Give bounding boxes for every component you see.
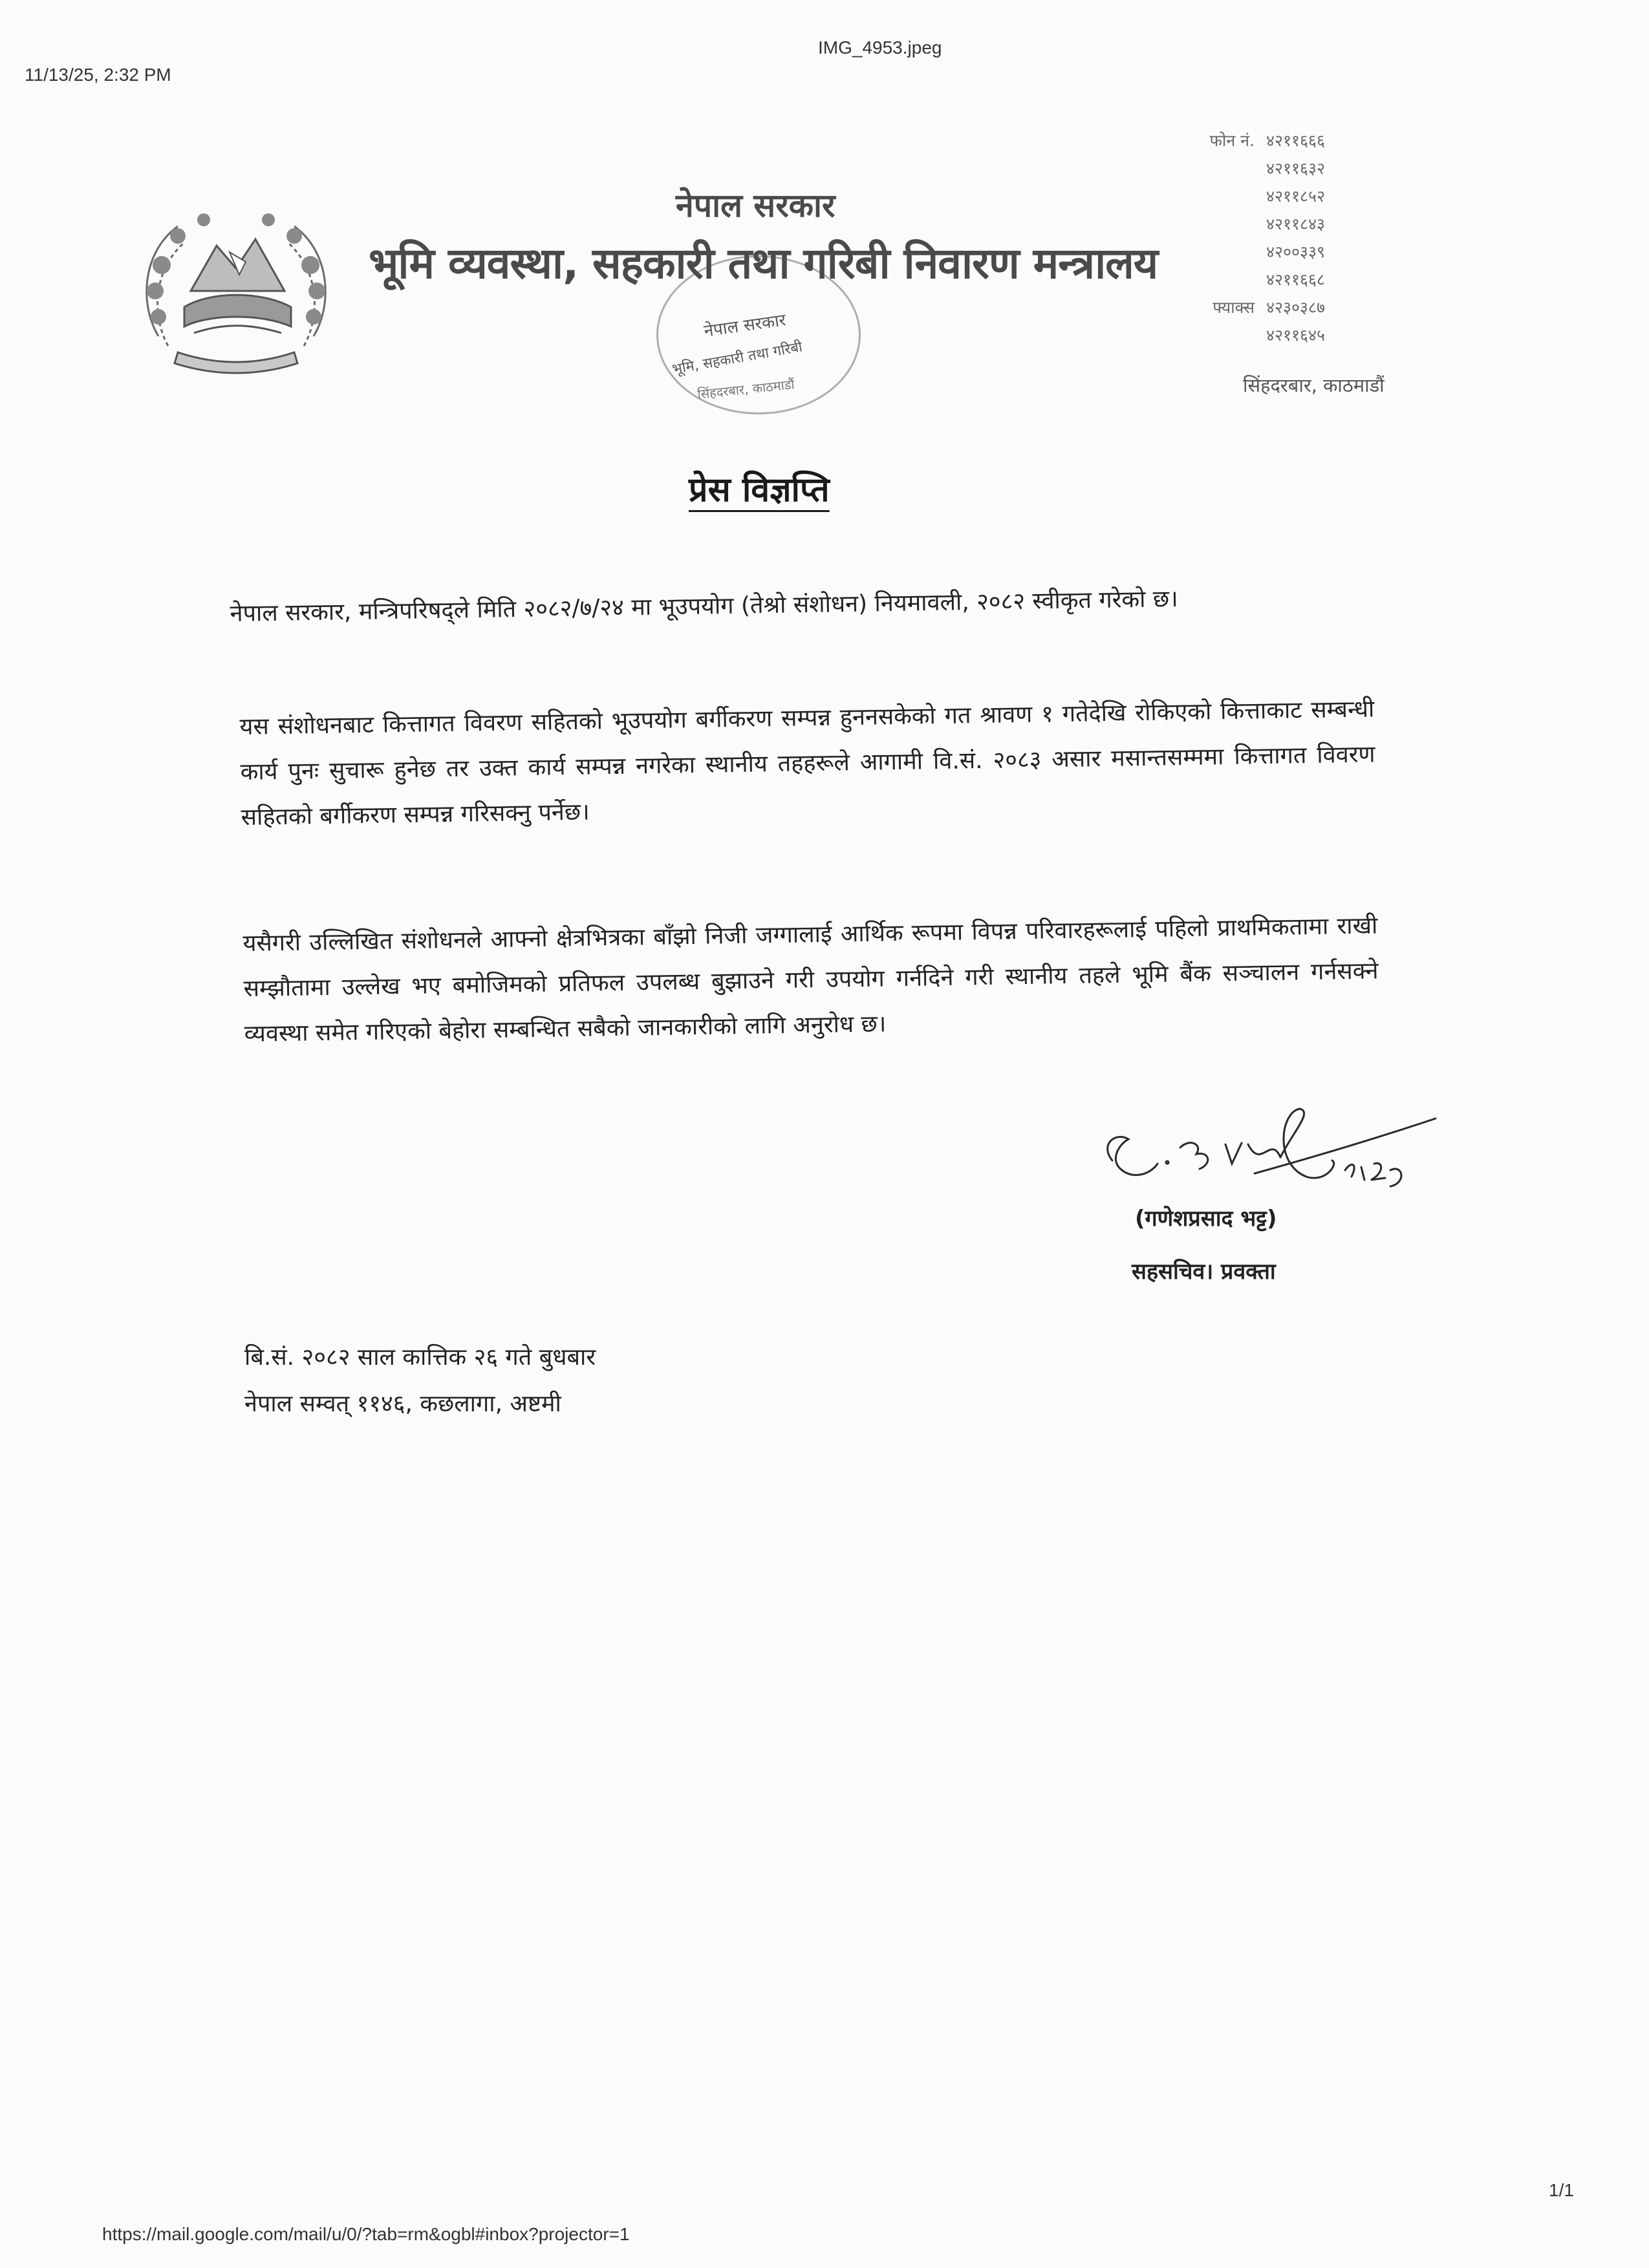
- press-release-title: प्रेस विज्ञप्ति: [689, 471, 830, 509]
- phone-number: ४२११८४३: [1266, 215, 1326, 233]
- contact-block: [1170, 127, 1325, 349]
- phone-number: ४२११६६८: [1266, 270, 1326, 289]
- fax-number: ४२३०३८७: [1266, 298, 1326, 317]
- handwritten-signature: [1086, 1099, 1449, 1209]
- ministry-name: भूमि व्यवस्था, सहकारी तथा गरिबी निवारण मन्त्रालय: [369, 239, 1158, 288]
- government-name: नेपाल सरकार: [676, 187, 835, 224]
- paragraph-classification: यस संशोधनबाट कित्तागत विवरण सहितको भूउपयोग बर्गीकरण सम्पन्न हुननसकेको गत श्रावण १ गतेदेखि रोकिएको कित्ताकाट सम्बन्धी कार्य पुनः सुचारू हुनेछ तर उक्त कार्य सम्पन्न नगरेका स्थानीय तहहरूले आगामी वि.सं. २०८३ असार मसान्तसम्ममा कित्तागत विवरण सहितको बर्गीकरण सम्पन्न गरिसक्नु पर्नेछ।: [239, 696, 1375, 831]
- stamp-text-bottom: सिंहदरबार, काठमाडौं: [696, 376, 795, 402]
- phone-number: ४२११६६६: [1266, 131, 1326, 150]
- signatory-designation: सहसचिव। प्रवक्ता: [1132, 1259, 1276, 1285]
- print-datetime: 11/13/25, 2:32 PM: [25, 65, 171, 85]
- signatory-name: (गणेशप्रसाद भट्ट): [1135, 1206, 1277, 1232]
- print-page-number: 1/1: [1549, 2180, 1574, 2200]
- paragraph-approval: नेपाल सरकार, मन्त्रिपरिषद्ले मिति २०८२/७/२४ मा भूउपयोग (तेश्रो संशोधन) नियमावली, २०८२ स्वीकृत गरेको छ।: [230, 585, 1179, 627]
- nepal-sambat-date: नेपाल सम्वत् ११४६, कछलागा, अष्टमी: [244, 1391, 561, 1417]
- fax-number: ४२११६४५: [1266, 326, 1326, 345]
- fax-label: फ्याक्स: [1212, 298, 1255, 317]
- phone-number: ४२११६३२: [1266, 159, 1326, 178]
- paragraph-land-bank: यसैगरी उल्लिखित संशोधनले आफ्नो क्षेत्रभित्रका बाँझो निजी जग्गालाई आर्थिक रूपमा विपन्न परिवारहरूलाई पहिलो प्राथमिकतामा राखी सम्झौतामा उल्लेख भए बमोजिमको प्रतिफल उपलब्ध बुझाउने गरी उपयोग गर्नदिने गरी स्थानीय तहले भूमि बैंक सञ्चालन गर्नसक्ने व्यवस्था समेत गरिएको बेहोरा सम्बन्धित सबैको जानकारीको लागि अनुरोध छ।: [242, 912, 1379, 1047]
- phone-number: ४२११८५२: [1266, 187, 1326, 206]
- phone-number: ४२००३३९: [1266, 242, 1326, 261]
- official-stamp: [656, 255, 861, 414]
- bikram-sambat-date: बि.सं. २०८२ साल कात्तिक २६ गते बुधबार: [244, 1344, 596, 1371]
- print-url: https://mail.google.com/mail/u/0/?tab=rm&ogbl#inbox?projector=1: [102, 2224, 630, 2244]
- print-filename: IMG_4953.jpeg: [818, 37, 942, 58]
- stamp-text-middle: भूमि, सहकारी तथा गरिबी: [671, 339, 804, 378]
- stamp-text-top: नेपाल सरकार: [702, 310, 788, 341]
- office-address: सिंहदरबार, काठमाडौं: [1243, 374, 1385, 396]
- nepal-emblem-icon: [133, 194, 339, 388]
- phone-label: फोन नं.: [1209, 131, 1255, 150]
